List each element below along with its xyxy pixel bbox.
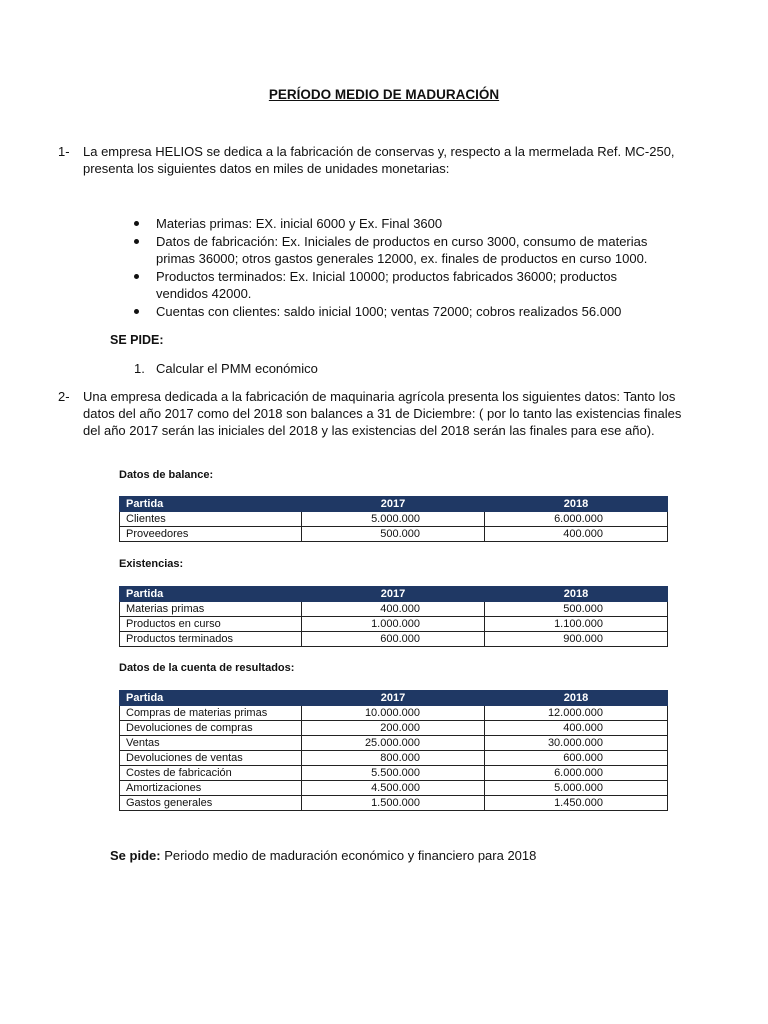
table-cell: 600.000 — [302, 632, 485, 647]
table-cell: 25.000.000 — [302, 736, 485, 751]
resultados-table — [119, 690, 668, 811]
column-header: 2017 — [302, 497, 485, 512]
table-row — [120, 527, 668, 542]
table-row — [120, 796, 668, 811]
table-cell: 12.000.000 — [485, 706, 668, 721]
table-cell: Amortizaciones — [120, 781, 302, 796]
bullet-item: Productos terminados: Ex. Inicial 10000; productos fabricados 36000; productos vendidos 42000. — [156, 268, 656, 302]
existencias-table — [119, 586, 668, 647]
table-cell: 6.000.000 — [485, 512, 668, 527]
table-cell: 6.000.000 — [485, 766, 668, 781]
table-cell: Productos en curso — [120, 617, 302, 632]
table-row — [120, 751, 668, 766]
table-cell: 400.000 — [485, 527, 668, 542]
table-row — [120, 602, 668, 617]
balance-label: Datos de balance: — [119, 469, 214, 481]
final-task — [110, 848, 536, 863]
table-row — [120, 736, 668, 751]
existencias-label: Existencias: — [119, 558, 184, 570]
table-cell: Devoluciones de ventas — [120, 751, 302, 766]
column-header: Partida — [120, 497, 302, 512]
table-cell: 5.000.000 — [302, 512, 485, 527]
table-row — [120, 766, 668, 781]
se-pide-label: Se pide: — [110, 848, 161, 863]
column-header: 2017 — [302, 691, 485, 706]
table-cell: 1.500.000 — [302, 796, 485, 811]
table-row — [120, 632, 668, 647]
table-cell: Materias primas — [120, 602, 302, 617]
bullet-icon — [134, 221, 139, 226]
resultados-label: Datos de la cuenta de resultados: — [119, 662, 295, 674]
table-cell: 500.000 — [302, 527, 485, 542]
question-1-number: 1- — [58, 144, 70, 159]
question-2-number: 2- — [58, 389, 70, 404]
question-1-text: La empresa HELIOS se dedica a la fabricación de conservas y, respecto a la mermelada Ref. MC-250, presenta los siguientes datos en miles de unidades monetarias: — [83, 144, 675, 176]
table-cell: 1.000.000 — [302, 617, 485, 632]
bullet-item: Datos de fabricación: Ex. Iniciales de productos en curso 3000, consumo de materias primas 36000; otros gastos generales 12000, ex. finales de productos en curso 1000. — [156, 233, 656, 267]
table-row — [120, 512, 668, 527]
bullet-icon — [134, 274, 139, 279]
table-cell: Ventas — [120, 736, 302, 751]
bullet-item: Materias primas: EX. inicial 6000 y Ex. Final 3600 — [156, 215, 656, 232]
column-header: 2018 — [485, 587, 668, 602]
table-row — [120, 721, 668, 736]
balance-table — [119, 496, 668, 542]
column-header: Partida — [120, 691, 302, 706]
table-row — [120, 706, 668, 721]
table-cell: 400.000 — [302, 602, 485, 617]
table-cell: Costes de fabricación — [120, 766, 302, 781]
table-cell: 4.500.000 — [302, 781, 485, 796]
table-cell: 400.000 — [485, 721, 668, 736]
bullet-item: Cuentas con clientes: saldo inicial 1000; ventas 72000; cobros realizados 56.000 — [156, 303, 656, 320]
table-cell: 1.100.000 — [485, 617, 668, 632]
bullet-icon — [134, 309, 139, 314]
se-pide-heading: SE PIDE: — [110, 333, 164, 347]
table-row — [120, 781, 668, 796]
table-cell: Proveedores — [120, 527, 302, 542]
table-cell: 200.000 — [302, 721, 485, 736]
table-cell: Devoluciones de compras — [120, 721, 302, 736]
table-cell: Compras de materias primas — [120, 706, 302, 721]
table-cell: Gastos generales — [120, 796, 302, 811]
table-cell: 600.000 — [485, 751, 668, 766]
table-cell: 5.000.000 — [485, 781, 668, 796]
se-pide-text: Periodo medio de maduración económico y financiero para 2018 — [164, 848, 537, 863]
table-cell: Clientes — [120, 512, 302, 527]
table-cell: 1.450.000 — [485, 796, 668, 811]
question-1-bullets — [156, 215, 656, 321]
question-2-text: Una empresa dedicada a la fabricación de maquinaria agrícola presenta los siguientes datos: Tanto los datos del año 2017 como del 2018 son balances a 31 de Diciembre: ( por lo tanto las existencias finales del año 2017 serán las iniciales del 2018 y las existencias del 2018 serán las finales para ese año). — [83, 389, 682, 438]
table-header-row — [120, 691, 668, 706]
task-text: Calcular el PMM económico — [156, 361, 318, 376]
column-header: 2017 — [302, 587, 485, 602]
table-header-row — [120, 587, 668, 602]
table-cell: 800.000 — [302, 751, 485, 766]
table-cell: 5.500.000 — [302, 766, 485, 781]
table-cell: 500.000 — [485, 602, 668, 617]
bullet-icon — [134, 239, 139, 244]
table-cell: 30.000.000 — [485, 736, 668, 751]
column-header: 2018 — [485, 497, 668, 512]
column-header: Partida — [120, 587, 302, 602]
table-row — [120, 617, 668, 632]
table-header-row — [120, 497, 668, 512]
page-title: PERÍODO MEDIO DE MADURACIÓN — [268, 87, 500, 102]
table-cell: 900.000 — [485, 632, 668, 647]
task-number: 1. — [134, 361, 145, 376]
table-cell: 10.000.000 — [302, 706, 485, 721]
table-cell: Productos terminados — [120, 632, 302, 647]
column-header: 2018 — [485, 691, 668, 706]
